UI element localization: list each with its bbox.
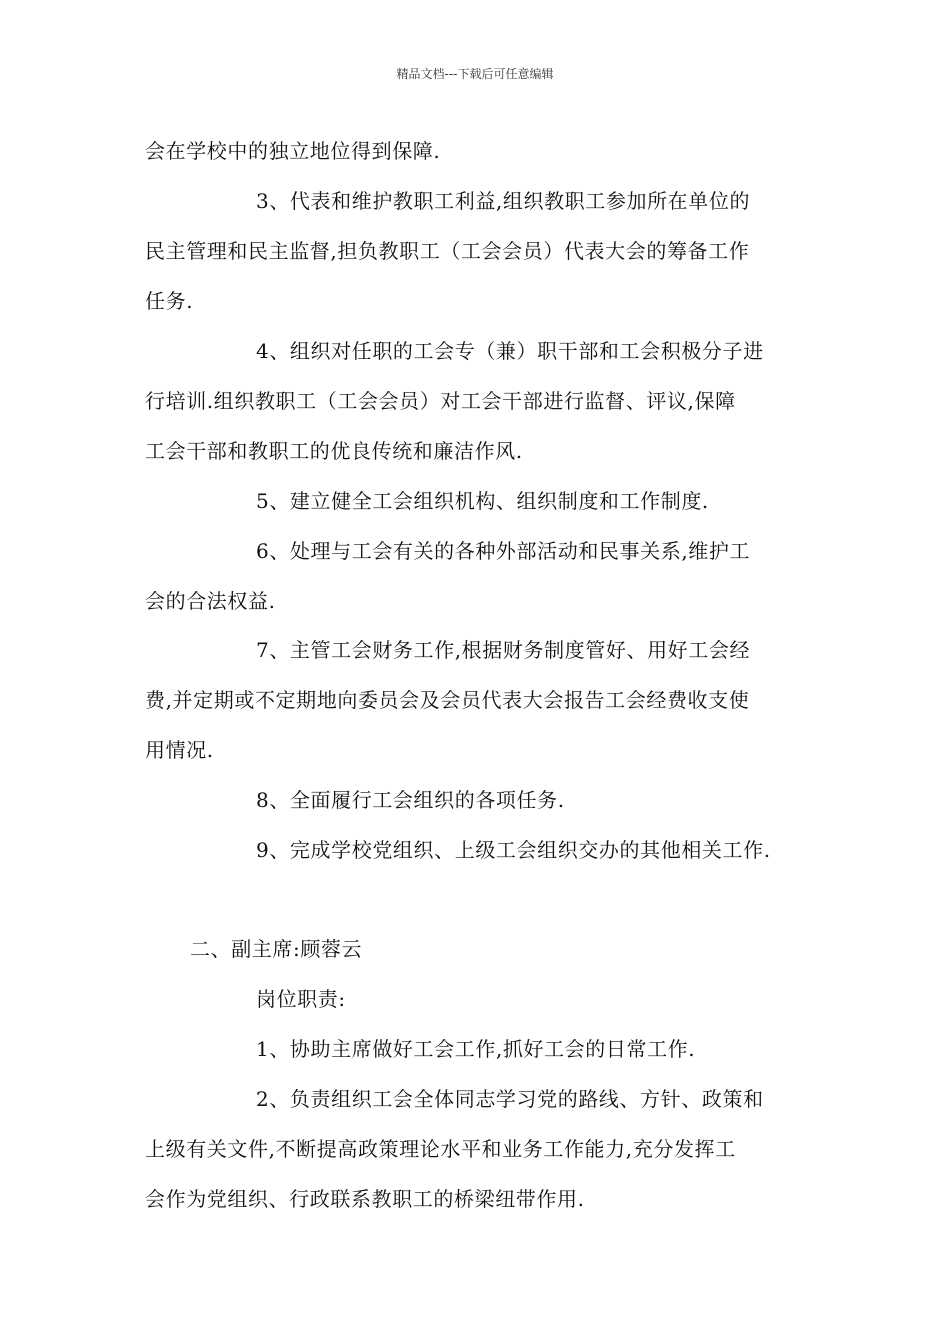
body-line: 用情况.: [145, 738, 214, 762]
body-line: 工会干部和教职工的优良传统和廉洁作风.: [145, 439, 523, 463]
body-line: 8、全面履行工会组织的各项任务.: [256, 788, 565, 812]
body-line: 上级有关文件,不断提高政策理论水平和业务工作能力,充分发挥工: [145, 1137, 736, 1161]
subsection-label: 岗位职责:: [256, 987, 346, 1011]
body-line: 9、完成学校党组织、上级工会组织交办的其他相关工作.: [256, 838, 771, 862]
body-line: 4、组织对任职的工会专（兼）职干部和工会积极分子进: [256, 339, 764, 363]
body-line: 5、建立健全工会组织机构、组织制度和工作制度.: [256, 489, 709, 513]
section-heading: 二、副主席:顾蓉云: [190, 937, 363, 961]
page-header: 精品文档---下载后可任意编辑: [396, 67, 554, 81]
body-line: 费,并定期或不定期地向委员会及会员代表大会报告工会经费收支使: [145, 688, 750, 712]
body-line: 任务.: [145, 289, 194, 313]
body-line: 6、处理与工会有关的各种外部活动和民事关系,维护工: [256, 539, 751, 563]
body-line: 3、代表和维护教职工利益,组织教职工参加所在单位的: [256, 189, 751, 213]
body-line: 2、负责组织工会全体同志学习党的路线、方针、政策和: [256, 1087, 764, 1111]
body-line: 民主管理和民主监督,担负教职工（工会会员）代表大会的筹备工作: [145, 239, 750, 263]
body-line: 7、主管工会财务工作,根据财务制度管好、用好工会经: [256, 638, 751, 662]
body-line: 会在学校中的独立地位得到保障.: [145, 139, 441, 163]
body-line: 1、协助主席做好工会工作,抓好工会的日常工作.: [256, 1037, 696, 1061]
body-line: 会的合法权益.: [145, 589, 276, 613]
body-line: 行培训.组织教职工（工会会员）对工会干部进行监督、评议,保障: [145, 389, 736, 413]
body-line: 会作为党组织、行政联系教职工的桥梁纽带作用.: [145, 1187, 585, 1211]
